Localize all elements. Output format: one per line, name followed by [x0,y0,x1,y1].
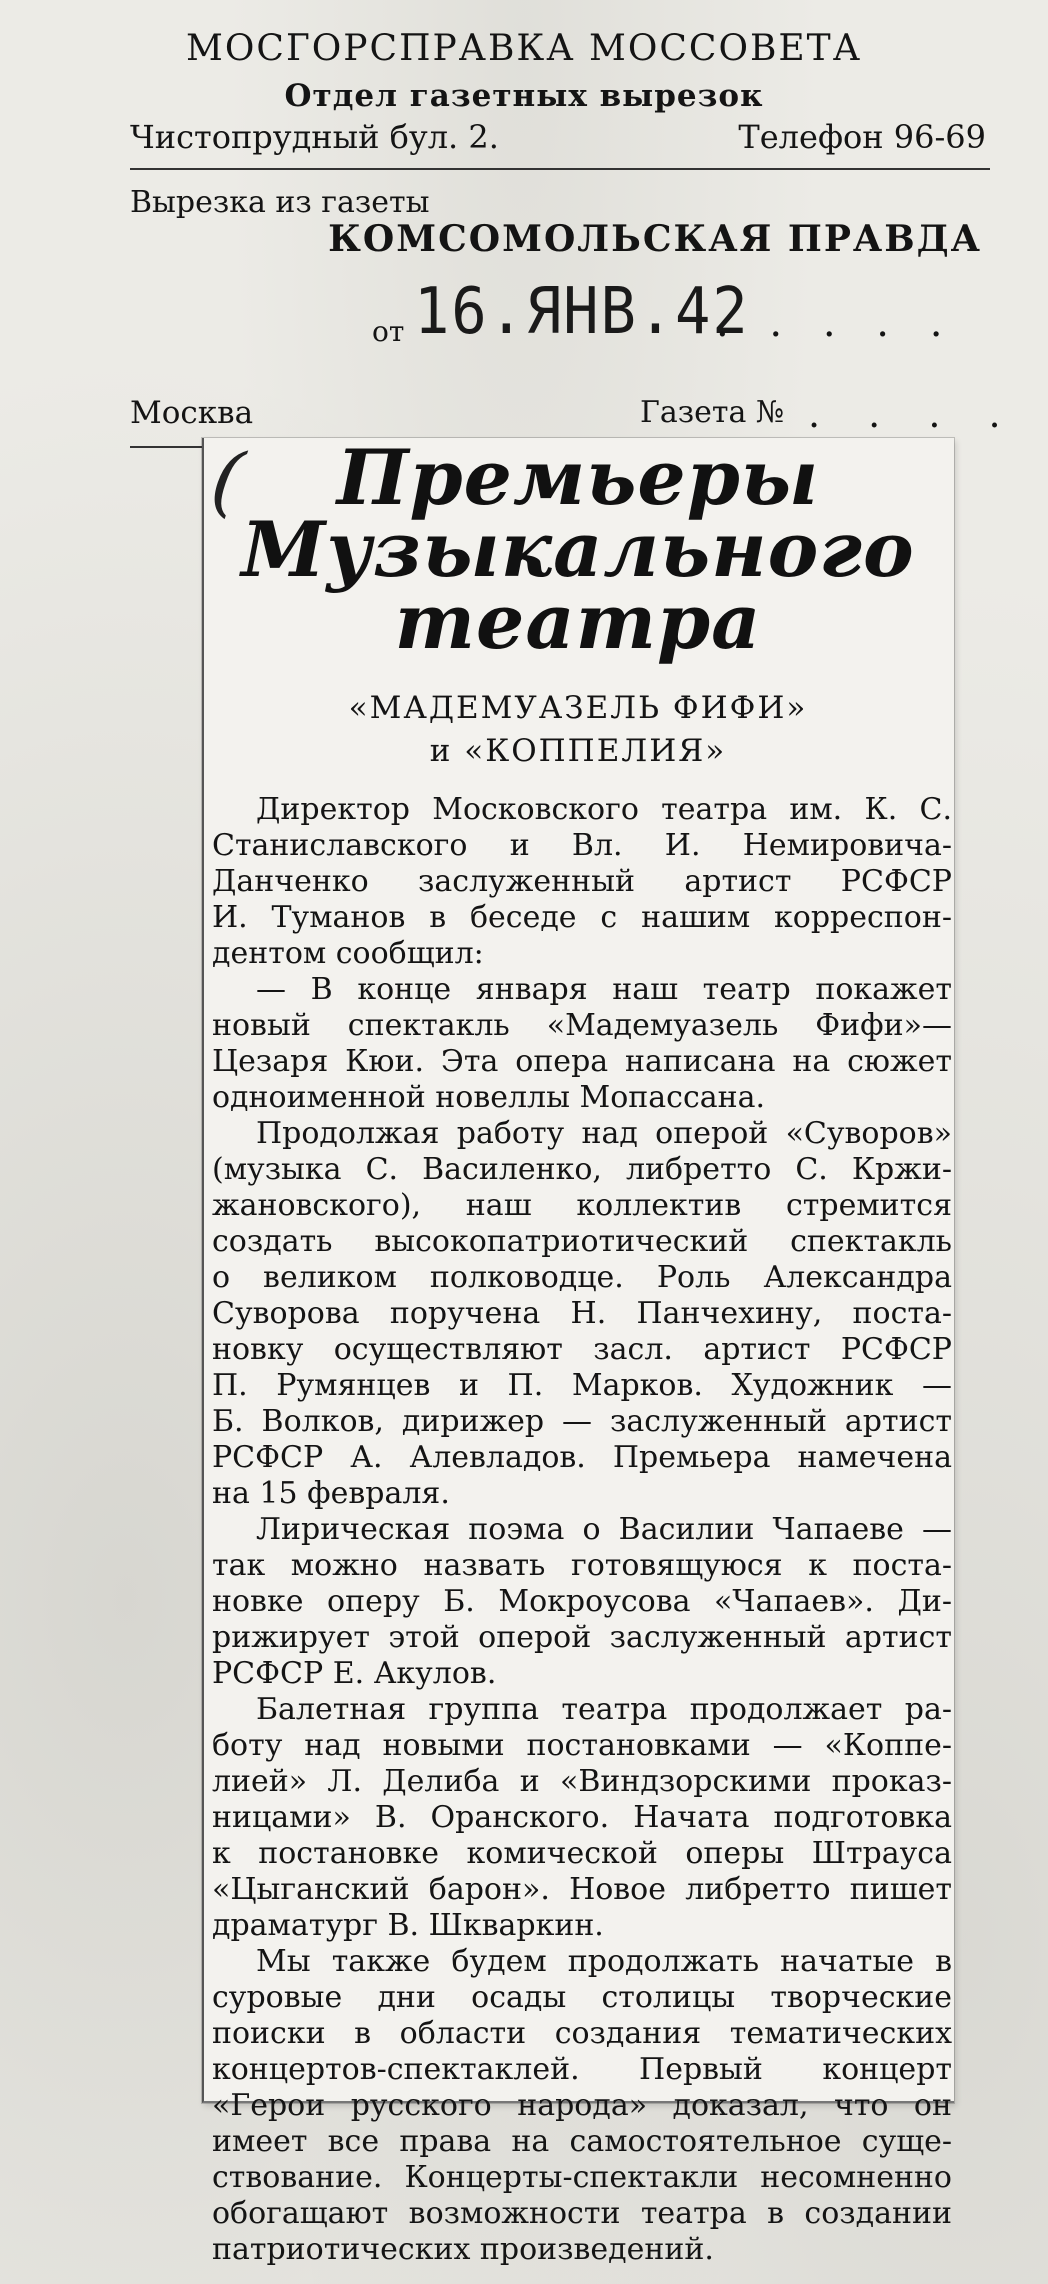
article-line: Цезаря Кюи. Эта опера написана на сюжет [212,1044,952,1079]
archive-department: Отдел газетных вырезок [284,78,764,114]
article-line: Б. Волков, дирижер — заслуженный артист [212,1404,952,1439]
headline-line-1: Премьеры [336,433,820,522]
clip-source-label: Вырезка из газеты [130,185,430,220]
article-line: РСФСР А. Алевладов. Премьера намечена [212,1440,952,1475]
article-body [212,792,952,2268]
article-line: П. Румянцев и П. Марков. Художник — [212,1368,952,1403]
article-line: Балетная группа театра продолжает ра- [256,1692,952,1727]
article-line: новку осуществляют засл. артист РСФСР [212,1332,952,1367]
article-line: «Герои русского народа» доказал, что он [212,2088,952,2123]
article-line: ницами» В. Оранского. Начата подготовка [212,1800,952,1835]
article-line: Директор Московского театра им. К. С. [256,792,952,827]
newspaper-name: КОМСОМОЛЬСКАЯ ПРАВДА [328,218,982,260]
article-line: — В конце января наш театр покажет [256,972,952,1007]
archive-org-title: МОСГОРСПРАВКА МОССОВЕТА [186,28,862,69]
article-line: о великом полководце. Роль Александра [212,1260,952,1295]
article-line: создать высокопатриотический спектакль [212,1224,952,1259]
article-line: РСФСР Е. Акулов. [212,1656,497,1691]
article-line: лией» Л. Делиба и «Виндзорскими проказ- [212,1764,952,1799]
article-line: Продолжая работу над оперой «Суворов» [256,1116,952,1151]
subtitle-line-1: «МАДЕМУАЗЕЛЬ ФИФИ» [348,690,808,726]
article-line: драматург В. Шкваркин. [212,1908,604,1943]
article-line: к постановке комической оперы Штрауса [212,1836,952,1871]
article-line: дентом сообщил: [212,936,484,971]
article-line: жановского), наш коллектив стремится [212,1188,952,1223]
date-stamp: 16.ЯНВ.42 [414,275,750,349]
city-label: Москва [130,395,254,431]
article-line: на 15 февраля. [212,1476,450,1511]
article-line: имеет все права на самостоятельное суще- [212,2124,952,2159]
article-line: Лирическая поэма о Василии Чапаеве — [256,1512,952,1547]
date-dots: . . . . . [716,300,957,346]
issue-dots: . . . . [808,392,1019,436]
article-line: ствование. Концерты-спектакли несомненно [212,2160,952,2195]
header-rule [130,168,990,170]
subtitle-line-2: и «КОППЕЛИЯ» [429,733,727,769]
pencil-bracket-mark: ( [205,434,249,528]
article-line: обогащают возможности театра в создании [212,2196,952,2231]
article-line: Мы также будем продолжать начатые в [256,1944,952,1979]
article-line: «Цыганский барон». Новое либретто пишет [212,1872,952,1907]
article-line: И. Туманов в беседе с нашим корреспон- [212,900,952,935]
headline-line-3: театра [394,577,762,666]
article-line: так можно назвать готовящуюся к поста- [212,1548,952,1583]
article-line: концертов-спектаклей. Первый концерт [212,2052,952,2087]
issue-label: Газета № [640,395,785,430]
article-line: Станиславского и Вл. И. Немировича- [212,828,952,863]
article-line: новке оперу Б. Мокроусова «Чапаев». Ди- [212,1584,952,1619]
article-line: боту над новыми постановками — «Коппе- [212,1728,952,1763]
article-line: суровые дни осады столицы творческие [212,1980,952,2015]
headline-line-2: Музыкального [241,505,915,594]
article-line: одноименной новеллы Мопассана. [212,1080,766,1115]
archive-phone: Телефон 96-69 [738,118,986,156]
article-line: Данченко заслуженный артист РСФСР [212,864,952,899]
article-line: новый спектакль «Мадемуазель Фифи»— [212,1008,952,1043]
article-line: рижирует этой оперой заслуженный артист [212,1620,952,1655]
article-line: поиски в области создания тематических [212,2016,952,2051]
city-rule [130,446,202,448]
article-line: (музыка С. Василенко, либретто С. Кржи- [212,1152,952,1187]
archive-address: Чистопрудный бул. 2. [130,118,499,156]
date-prefix: от [372,315,405,348]
article-line: патриотических произведений. [212,2232,714,2267]
article-line: Суворова поручена Н. Панчехину, поста- [212,1296,952,1331]
